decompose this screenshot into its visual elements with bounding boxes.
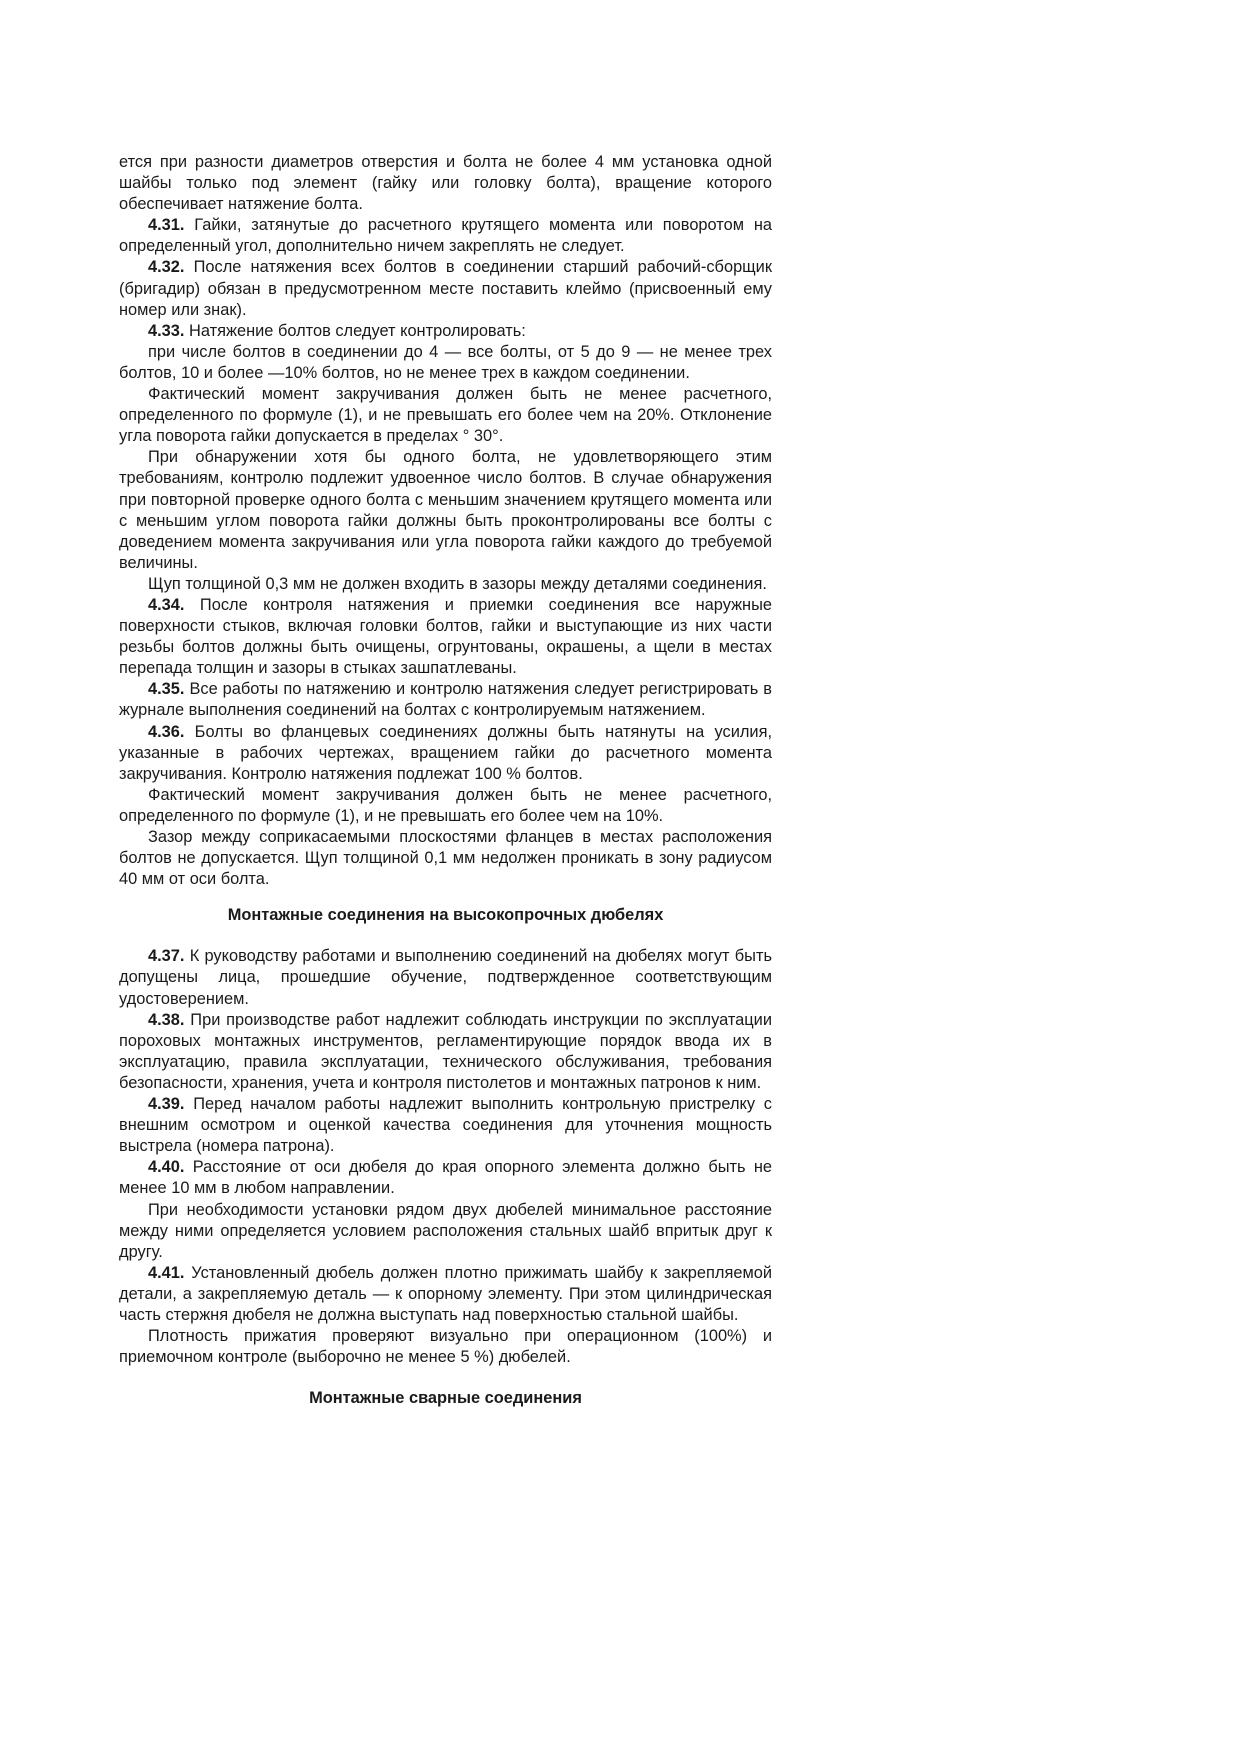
- clause-4-35: [119, 679, 772, 721]
- paragraph-text: Фактический момент закручивания должен быть не менее расчетного, определенного по формуле (1), и не превышать его более чем на 20%. Отклонение угла поворота гайки допускается в пределах ° 30°.: [119, 385, 772, 446]
- clause-number: 4.31.: [148, 216, 185, 235]
- clause-number: 4.34.: [148, 595, 185, 614]
- clause-4-37: [119, 946, 772, 1009]
- paragraph-text: Натяжение болтов следует контролировать:: [184, 321, 526, 340]
- paragraph-text: Все работы по натяжению и контролю натяжения следует регистрировать в журнале выполнения соединений на болтах с контролируемым натяжением.: [119, 680, 772, 720]
- section-heading-welded: Монтажные сварные соединения: [309, 1389, 582, 1408]
- paragraph: [119, 785, 772, 827]
- clause-number: 4.41.: [148, 1263, 185, 1282]
- paragraph-text: При обнаружении хотя бы одного болта, не удовлетворяющего этим требованиям, контролю подлежит удвоенное число болтов. В случае обнаружения при повторной проверке одного болта с меньшим значением крутящего момента или с меньшим углом поворота гайки должны быть проконтролированы все болты с доведением момента закручивания или угла поворота гайки каждого до требуемой величины.: [119, 448, 772, 572]
- document-page: [119, 152, 772, 1409]
- section-heading-dowels: Монтажные соединения на высокопрочных дюбелях: [227, 906, 664, 925]
- clause-4-40: [119, 1157, 772, 1199]
- clause-4-36: [119, 722, 772, 785]
- clause-4-33: [119, 321, 772, 342]
- paragraph: [119, 342, 772, 384]
- paragraph-text: Зазор между соприкасаемыми плоскостями фланцев в местах расположения болтов не допускается. Щуп толщиной 0,1 мм недолжен проникать в зону радиусом 40 мм от оси болта.: [119, 828, 772, 889]
- paragraph-text: При необходимости установки рядом двух дюбелей минимальное расстояние между ними определяется условием расположения стальных шайб впритык друг к другу.: [119, 1200, 772, 1261]
- paragraph: [119, 1200, 772, 1263]
- clause-number: 4.32.: [148, 258, 185, 277]
- clause-number: 4.38.: [148, 1010, 185, 1029]
- paragraph: [119, 827, 772, 890]
- paragraph-text: Перед началом работы надлежит выполнить контрольную пристрелку с внешним осмотром и оценкой качества соединения для уточнения мощность выстрела (номера патрона).: [119, 1095, 772, 1156]
- paragraph-continuation: [119, 152, 772, 215]
- paragraph-text: Щуп толщиной 0,3 мм не должен входить в зазоры между деталями соединения.: [148, 574, 767, 593]
- clause-number: 4.36.: [148, 722, 185, 741]
- paragraph: [119, 447, 772, 574]
- clause-number: 4.39.: [148, 1095, 185, 1114]
- clause-4-32: [119, 257, 772, 320]
- paragraph: [119, 1326, 772, 1368]
- clause-4-41: [119, 1263, 772, 1326]
- paragraph-text: Расстояние от оси дюбеля до края опорного элемента должно быть не менее 10 мм в любом направлении.: [119, 1158, 772, 1198]
- paragraph-text: После контроля натяжения и приемки соединения все наружные поверхности стыков, включая головки болтов, гайки и выступающие из них части резьбы болтов должны быть очищены, огрунтованы, окрашены, а щели в местах перепада толщин и зазоры в стыках зашпатлеваны.: [119, 595, 772, 678]
- clause-4-31: [119, 215, 772, 257]
- clause-4-39: [119, 1094, 772, 1157]
- paragraph-text: Фактический момент закручивания должен быть не менее расчетного, определенного по формуле (1), и не превышать его более чем на 10%.: [119, 785, 772, 825]
- clause-number: 4.37.: [148, 947, 185, 966]
- paragraph-text: ется при разности диаметров отверстия и болта не более 4 мм установка одной шайбы только под элемент (гайку или головку болта), вращение которого обеспечивает натяжение болта.: [119, 153, 772, 214]
- clause-number: 4.40.: [148, 1158, 185, 1177]
- paragraph: [119, 384, 772, 447]
- paragraph-text: Гайки, затянутые до расчетного крутящего момента или поворотом на определенный угол, дополнительно ничем закреплять не следует.: [119, 216, 772, 256]
- paragraph-text: Болты во фланцевых соединениях должны быть натянуты на усилия, указанные в рабочих чертежах, вращением гайки до расчетного момента закручивания. Контролю натяжения подлежат 100 % болтов.: [119, 722, 772, 783]
- paragraph-text: После натяжения всех болтов в соединении старший рабочий-сборщик (бригадир) обязан в предусмотренном месте поставить клеймо (присвоенный ему номер или знак).: [119, 258, 772, 319]
- paragraph-text: Плотность прижатия проверяют визуально при операционном (100%) и приемочном контроле (выборочно не менее 5 %) дюбелей.: [119, 1327, 772, 1367]
- paragraph-text: К руководству работами и выполнению соединений на дюбелях могут быть допущены лица, прошедшие обучение, подтвержденное соответствующим удостоверением.: [119, 947, 772, 1008]
- paragraph-text: При производстве работ надлежит соблюдать инструкции по эксплуатации пороховых монтажных инструментов, регламентирующие порядок ввода их в эксплуатацию, правила эксплуатации, технического обслуживания, требования безопасности, хранения, учета и контроля пистолетов и монтажных патронов к ним.: [119, 1010, 772, 1092]
- paragraph-text: Установленный дюбель должен плотно прижимать шайбу к закрепляемой детали, а закрепляемую деталь — к опорному элементу. При этом цилиндрическая часть стержня дюбеля не должна выступать над поверхностью стальной шайбы.: [119, 1263, 772, 1324]
- clause-4-38: [119, 1010, 772, 1094]
- paragraph-text: при числе болтов в соединении до 4 — все болты, от 5 до 9 — не менее трех болтов, 10 и более —10% болтов, но не менее трех в каждом соединении.: [119, 342, 772, 382]
- clause-number: 4.33.: [148, 321, 185, 340]
- clause-4-34: [119, 595, 772, 679]
- paragraph: [119, 574, 772, 595]
- clause-number: 4.35.: [148, 680, 185, 699]
